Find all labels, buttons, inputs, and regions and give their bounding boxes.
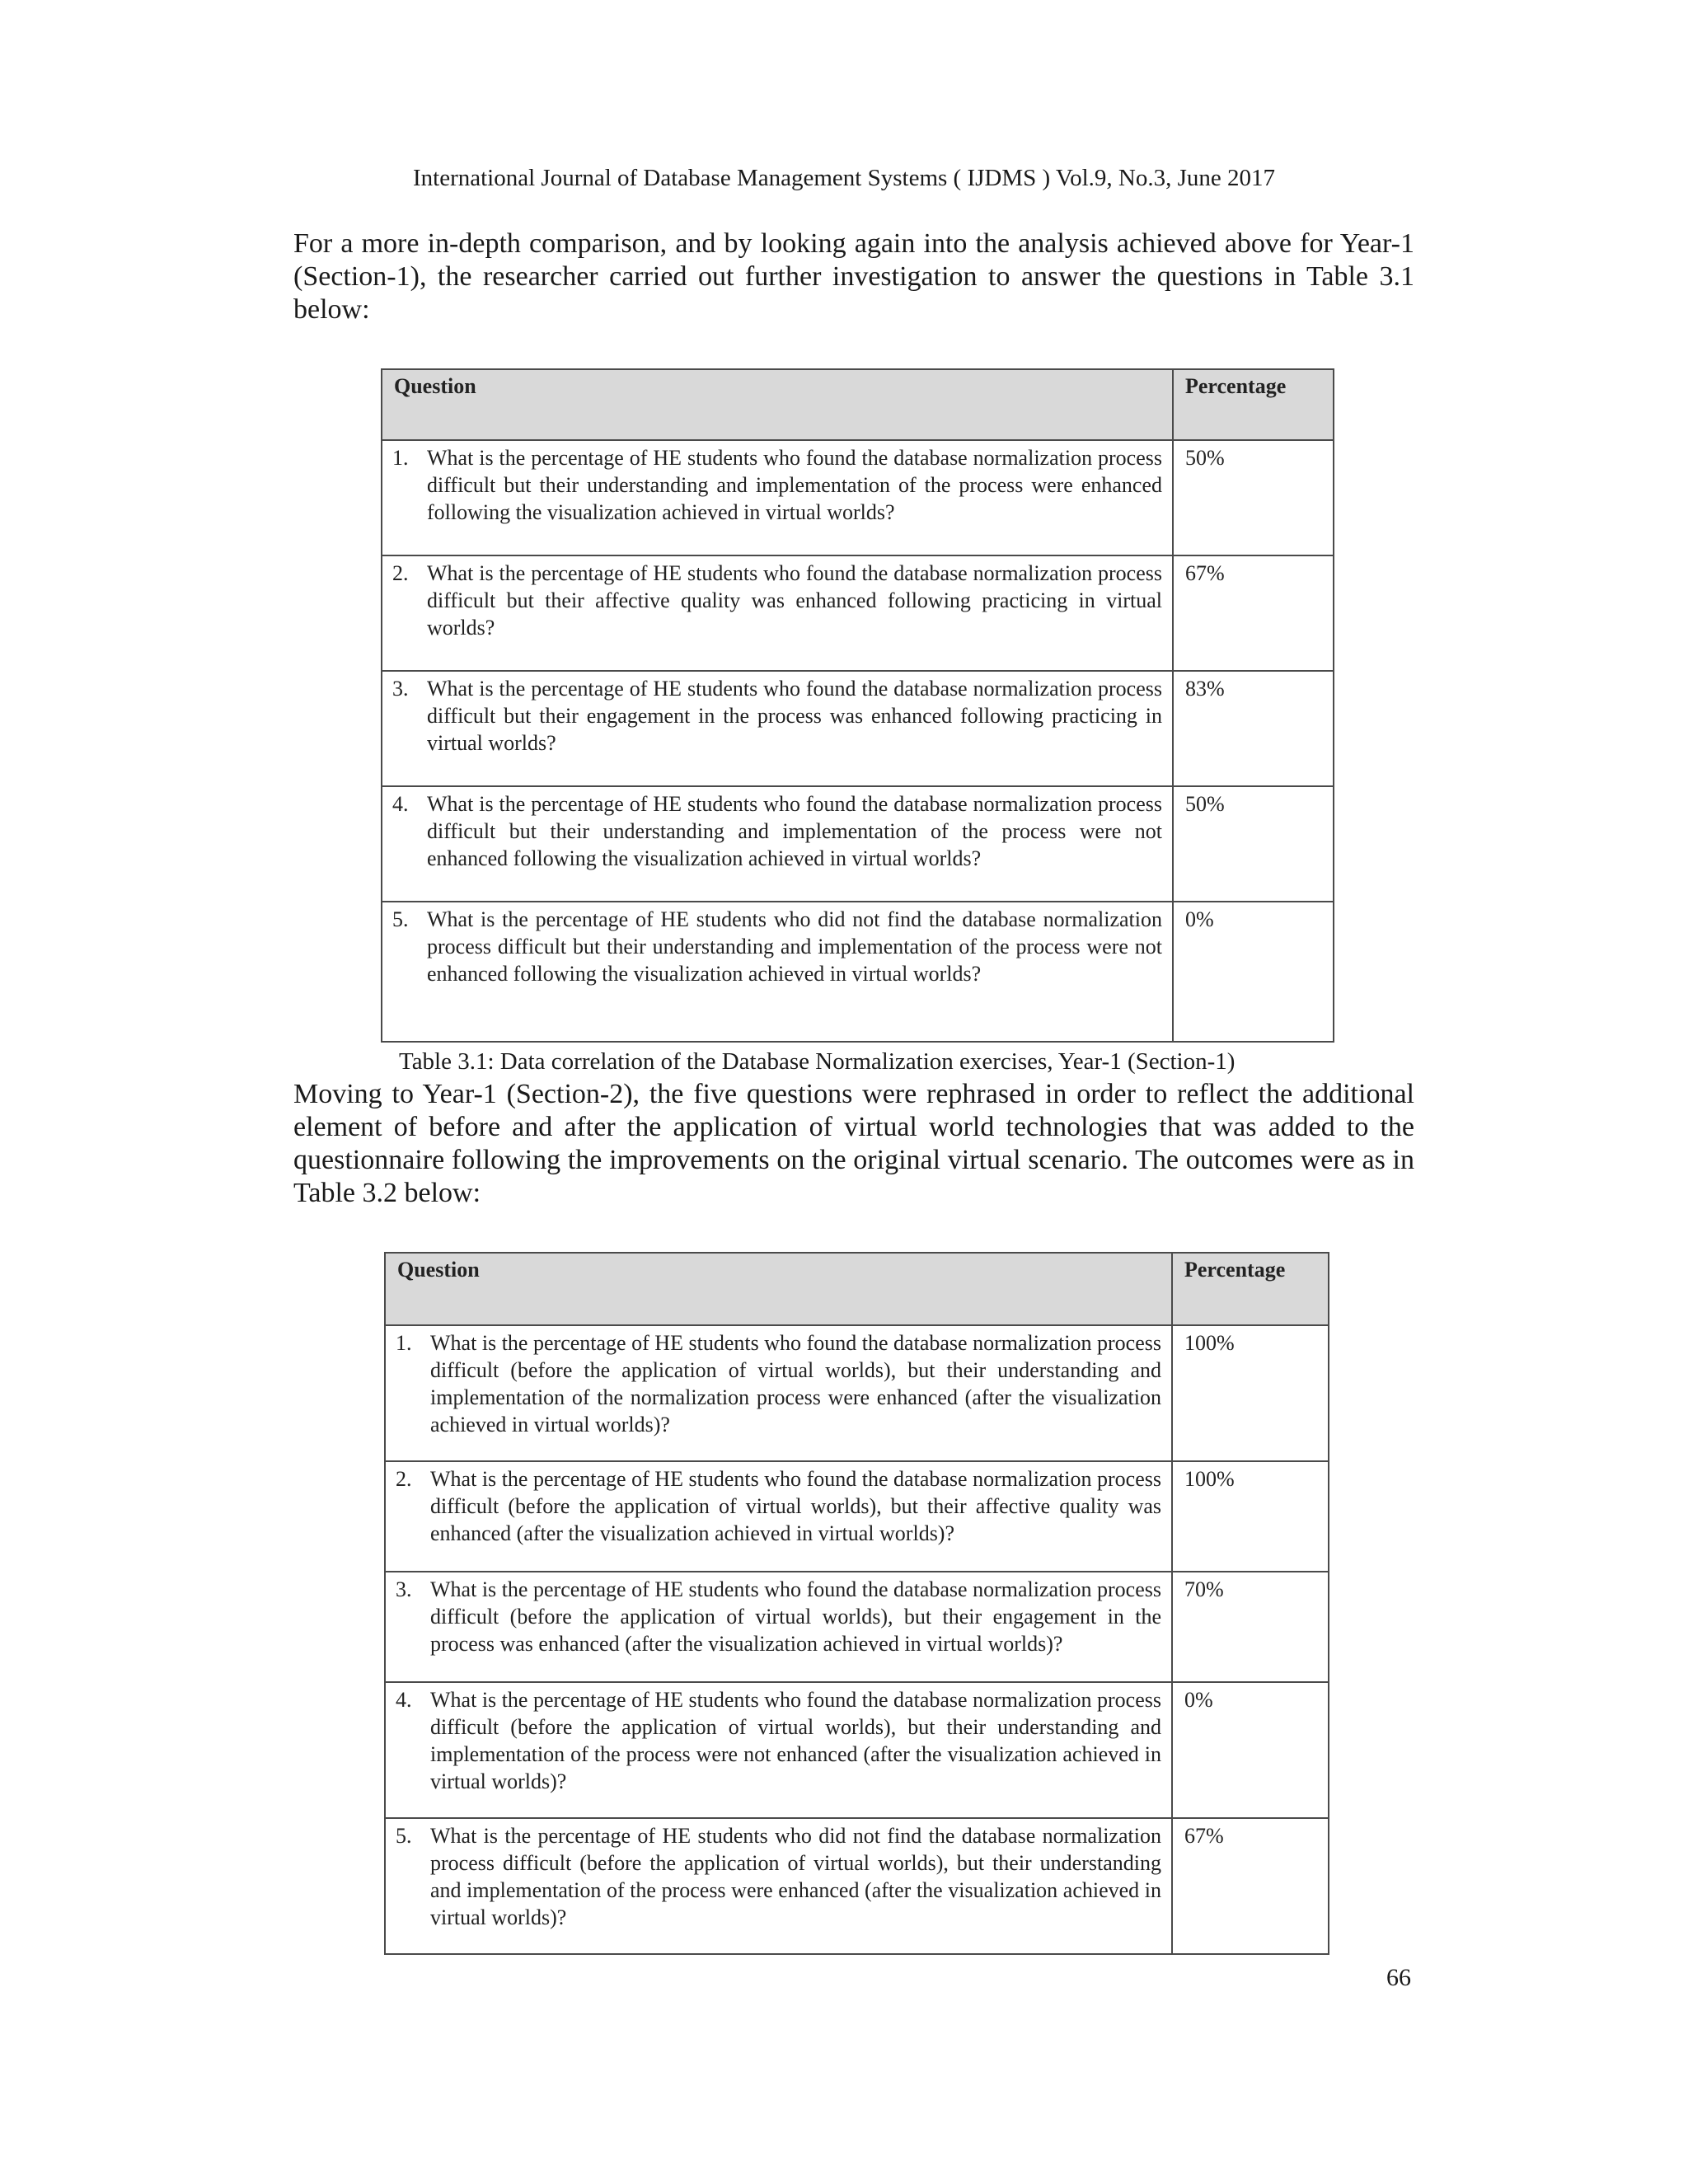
percentage-cell: 50% [1173, 786, 1334, 902]
question-cell [385, 1818, 1172, 1954]
body-paragraph-2: Moving to Year-1 (Section-2), the five questions were rephrased in order to reflect the additional element of before and after the application of virtual world technologies that was added to the questionnaire following the improvements on the original virtual scenario. The outcomes were as in Table 3.2 below: [293, 1079, 1414, 1208]
running-header: International Journal of Database Management Systems ( IJDMS ) Vol.9, No.3, June 2017 [413, 165, 1275, 191]
question-number: 1. [396, 1331, 412, 1355]
question-number: 5. [392, 907, 409, 931]
question-text: What is the percentage of HE students who found the database normalization process difficult but their understanding and implementation of the process were not enhanced following the visualization achieved in virtual worlds? [427, 792, 1162, 870]
question-number: 3. [392, 677, 409, 701]
question-text: What is the percentage of HE students who found the database normalization process difficult but their understanding and implementation of the process were enhanced following the visualization achieved in virtual worlds? [427, 446, 1162, 524]
question-number: 3. [396, 1577, 412, 1601]
percentage-cell: 67% [1172, 1818, 1329, 1954]
question-text: What is the percentage of HE students who did not find the database normalization process difficult (before the application of virtual worlds), but their understanding and implementation of the process were enhanced (after the visualization achieved in virtual worlds)? [430, 1824, 1161, 1929]
table-row [382, 902, 1334, 1042]
table-3-1 [381, 368, 1334, 1043]
table-row [382, 671, 1334, 786]
question-text: What is the percentage of HE students who found the database normalization process difficult but their engagement in the process was enhanced following practicing in virtual worlds? [427, 677, 1162, 755]
percentage-cell: 67% [1173, 555, 1334, 671]
question-cell [382, 440, 1173, 555]
table-row [382, 786, 1334, 902]
table-row [385, 1682, 1329, 1818]
question-number: 4. [396, 1688, 412, 1712]
table-3-2 [384, 1252, 1329, 1955]
body-paragraph-1: For a more in-depth comparison, and by looking again into the analysis achieved above for Year-1 (Section-1), the researcher carried out further investigation to answer the questions in Table 3.1 below: [293, 228, 1414, 325]
percentage-cell: 83% [1173, 671, 1334, 786]
question-cell [382, 555, 1173, 671]
table-row [382, 555, 1334, 671]
column-header-percentage: Percentage [1172, 1253, 1329, 1325]
percentage-cell: 70% [1172, 1572, 1329, 1682]
percentage-cell: 0% [1173, 902, 1334, 1042]
percentage-cell: 100% [1172, 1325, 1329, 1461]
question-text: What is the percentage of HE students who did not find the database normalization process difficult but their understanding and implementation of the process were not enhanced following the visualization achieved in virtual worlds? [427, 907, 1162, 986]
table-row [385, 1572, 1329, 1682]
percentage-cell: 0% [1172, 1682, 1329, 1818]
table-row [382, 440, 1334, 555]
column-header-percentage: Percentage [1173, 369, 1334, 440]
column-header-question: Question [385, 1253, 1172, 1325]
page-number: 66 [1386, 1964, 1411, 1991]
column-header-question: Question [382, 369, 1173, 440]
question-text: What is the percentage of HE students who found the database normalization process difficult (before the application of virtual worlds), but their engagement in the process was enhanced (after the visualization achieved in virtual worlds)? [430, 1577, 1161, 1656]
question-text: What is the percentage of HE students who found the database normalization process difficult but their affective quality was enhanced following practicing in virtual worlds? [427, 561, 1162, 640]
question-cell [385, 1461, 1172, 1572]
question-cell [385, 1325, 1172, 1461]
question-cell [385, 1572, 1172, 1682]
question-cell [385, 1682, 1172, 1818]
percentage-cell: 50% [1173, 440, 1334, 555]
question-text: What is the percentage of HE students who found the database normalization process difficult (before the application of virtual worlds), but their understanding and implementation of the normalization process were enhanced (after the visualization achieved in virtual worlds)? [430, 1331, 1161, 1436]
question-number: 2. [396, 1467, 412, 1491]
question-text: What is the percentage of HE students who found the database normalization process difficult (before the application of virtual worlds), but their understanding and implementation of the process were not enhanced (after the visualization achieved in virtual worlds)? [430, 1688, 1161, 1793]
table-3-1-caption: Table 3.1: Data correlation of the Database Normalization exercises, Year-1 (Section-1) [399, 1048, 1236, 1075]
table-row [385, 1818, 1329, 1954]
question-number: 4. [392, 792, 409, 816]
question-cell [382, 786, 1173, 902]
question-text: What is the percentage of HE students who found the database normalization process difficult (before the application of virtual worlds), but their affective quality was enhanced (after the visualization achieved in virtual worlds)? [430, 1467, 1161, 1545]
table-row [385, 1461, 1329, 1572]
question-number: 2. [392, 561, 409, 585]
question-cell [382, 671, 1173, 786]
question-number: 5. [396, 1824, 412, 1848]
percentage-cell: 100% [1172, 1461, 1329, 1572]
question-cell [382, 902, 1173, 1042]
question-number: 1. [392, 446, 409, 470]
table-row [385, 1325, 1329, 1461]
